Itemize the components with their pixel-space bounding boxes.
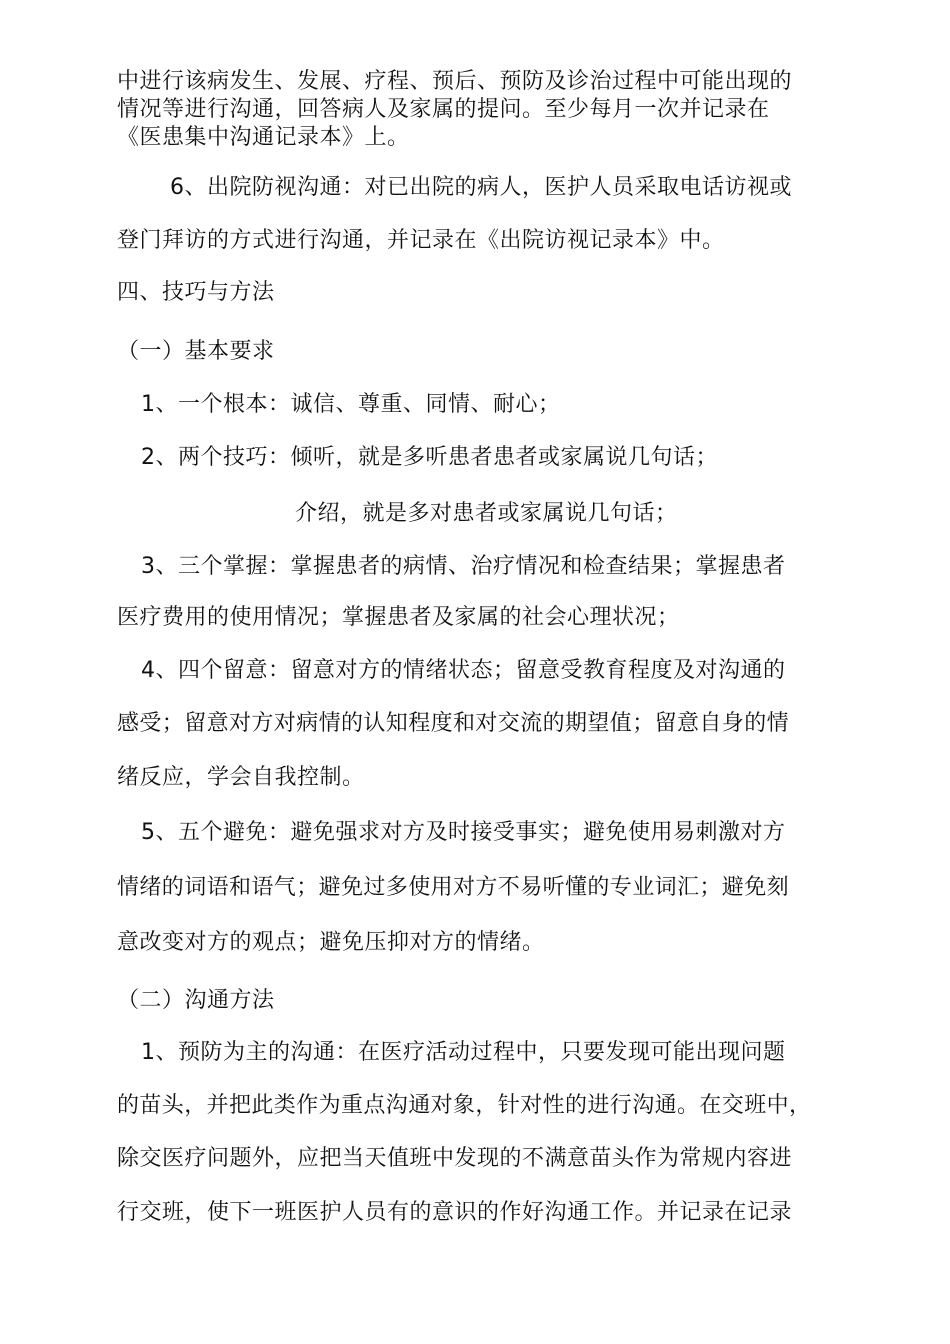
text-line: 《医患集中沟通记录本》上。: [117, 125, 410, 150]
text-line: 3、三个掌握：掌握患者的病情、治疗情况和检查结果；掌握患者: [141, 554, 786, 579]
section-heading: 四、技巧与方法: [117, 280, 275, 305]
text-line: 除交医疗问题外，应把当天值班中发现的不满意苗头作为常规内容进: [117, 1146, 793, 1171]
subsection-heading: （一）基本要求: [117, 339, 275, 364]
text-line: 绪反应，学会自我控制。: [117, 765, 365, 790]
text-line: 介绍，就是多对患者或家属说几句话；: [295, 501, 678, 526]
text-line: 中进行该病发生、发展、疗程、预后、预防及诊治过程中可能出现的: [117, 69, 793, 94]
text-line: 5、五个避免：避免强求对方及时接受事实；避免使用易刺激对方: [141, 820, 786, 845]
subsection-heading: （二）沟通方法: [117, 988, 275, 1013]
text-line: 1、预防为主的沟通：在医疗活动过程中，只要发现可能出现问题: [141, 1040, 786, 1065]
text-line: 情绪的词语和语气；避免过多使用对方不易听懂的专业词汇；避免刻: [117, 875, 790, 900]
text-line: 1、一个根本：诚信、尊重、同情、耐心；: [141, 392, 561, 417]
text-line: 6、出院防视沟通：对已出院的病人，医护人员采取电话访视或: [170, 175, 792, 200]
text-line: 医疗费用的使用情况；掌握患者及家属的社会心理状况；: [117, 605, 680, 630]
text-line: 情况等进行沟通，回答病人及家属的提问。至少每月一次并记录在: [117, 97, 770, 122]
text-line: 登门拜访的方式进行沟通，并记录在《出院访视记录本》中。: [117, 228, 725, 253]
text-line: 的苗头，并把此类作为重点沟通对象，针对性的进行沟通。在交班中，: [117, 1093, 812, 1118]
text-line: 意改变对方的观点；避免压抑对方的情绪。: [117, 930, 545, 955]
text-line: 感受；留意对方对病情的认知程度和对交流的期望值；留意自身的情: [117, 711, 790, 736]
text-line: 4、四个留意：留意对方的情绪状态；留意受教育程度及对沟通的: [141, 658, 786, 683]
text-line: 2、两个技巧：倾听，就是多听患者患者或家属说几句话；: [141, 445, 718, 470]
text-line: 行交班，使下一班医护人员有的意识的作好沟通工作。并记录在记录: [117, 1200, 793, 1225]
